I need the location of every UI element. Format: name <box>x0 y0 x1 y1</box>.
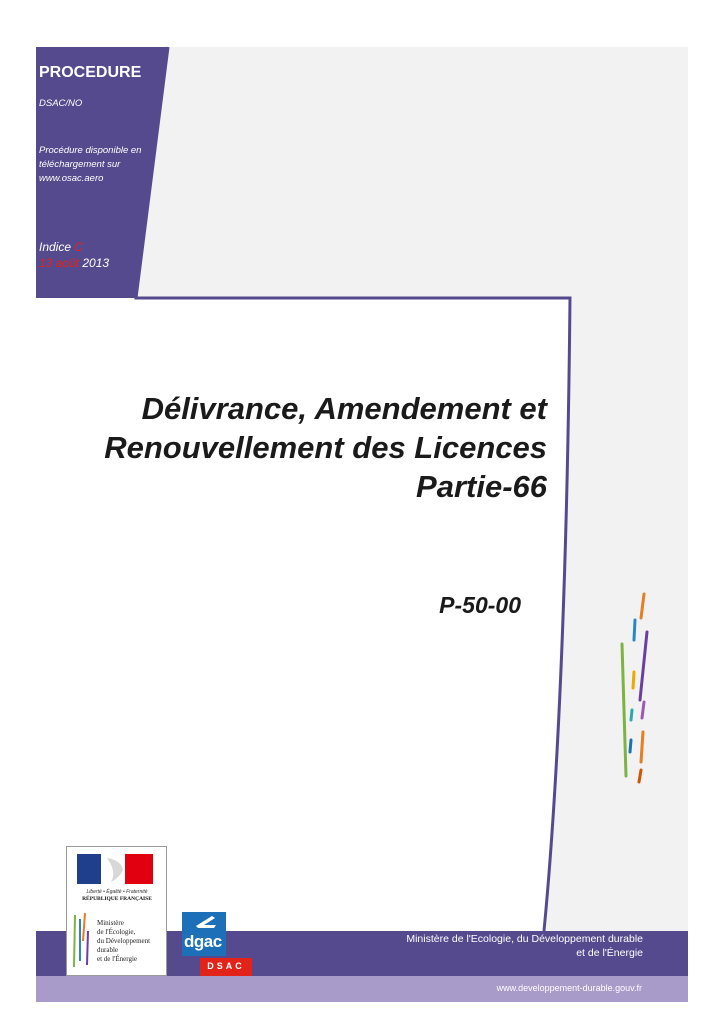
availability-line: Procédure disponible en <box>39 145 142 156</box>
availability-note <box>39 144 141 186</box>
plane-icon <box>182 912 226 932</box>
indice-label: Indice <box>39 240 75 254</box>
date-year: 2013 <box>79 256 110 270</box>
rf-ministry-line: durable <box>97 946 118 954</box>
indice-line <box>39 240 83 254</box>
title-line: Partie-66 <box>416 469 547 504</box>
date-day-month: 13 août <box>39 256 80 270</box>
dgac-logo <box>182 912 252 978</box>
dsac-wordmark: DSAC <box>207 961 245 971</box>
availability-url[interactable]: www.osac.aero <box>39 173 104 184</box>
rf-motto: Liberté • Égalité • Fraternité <box>86 889 148 895</box>
unit-label: DSAC/NO <box>39 98 83 109</box>
document-title <box>27 389 547 506</box>
website-link[interactable]: www.developpement-durable.gouv.fr <box>496 983 642 993</box>
ministry-line: Ministère de l'Ecologie, du Développement durable <box>406 933 643 945</box>
date-line <box>39 256 109 270</box>
rf-name: RÉPUBLIQUE FRANÇAISE <box>82 896 152 902</box>
indice-value: C <box>74 240 84 254</box>
title-line: Délivrance, Amendement et <box>141 391 547 426</box>
dsac-band <box>200 958 252 976</box>
title-line: Renouvellement des Licences <box>104 430 547 465</box>
marianne-flag-icon <box>67 848 166 888</box>
procedure-label: PROCEDURE <box>39 64 142 81</box>
ministry-text <box>406 932 643 960</box>
dgac-wordmark: dgac <box>184 932 222 951</box>
availability-line: téléchargement sur <box>39 159 121 170</box>
rf-ministry-line: Ministère <box>97 919 124 927</box>
republique-francaise-logo <box>66 846 167 976</box>
ministry-line: et de l'Énergie <box>576 947 643 959</box>
ministry-strokes-icon <box>71 911 93 971</box>
rf-ministry-text <box>97 919 165 964</box>
document-code: P-50-00 <box>439 592 521 618</box>
rf-ministry-line: et de l'Énergie <box>97 955 138 963</box>
rf-ministry-line: de l'Écologie, <box>97 928 136 936</box>
rf-ministry-line: du Développement <box>97 937 151 945</box>
dgac-box <box>182 912 226 956</box>
